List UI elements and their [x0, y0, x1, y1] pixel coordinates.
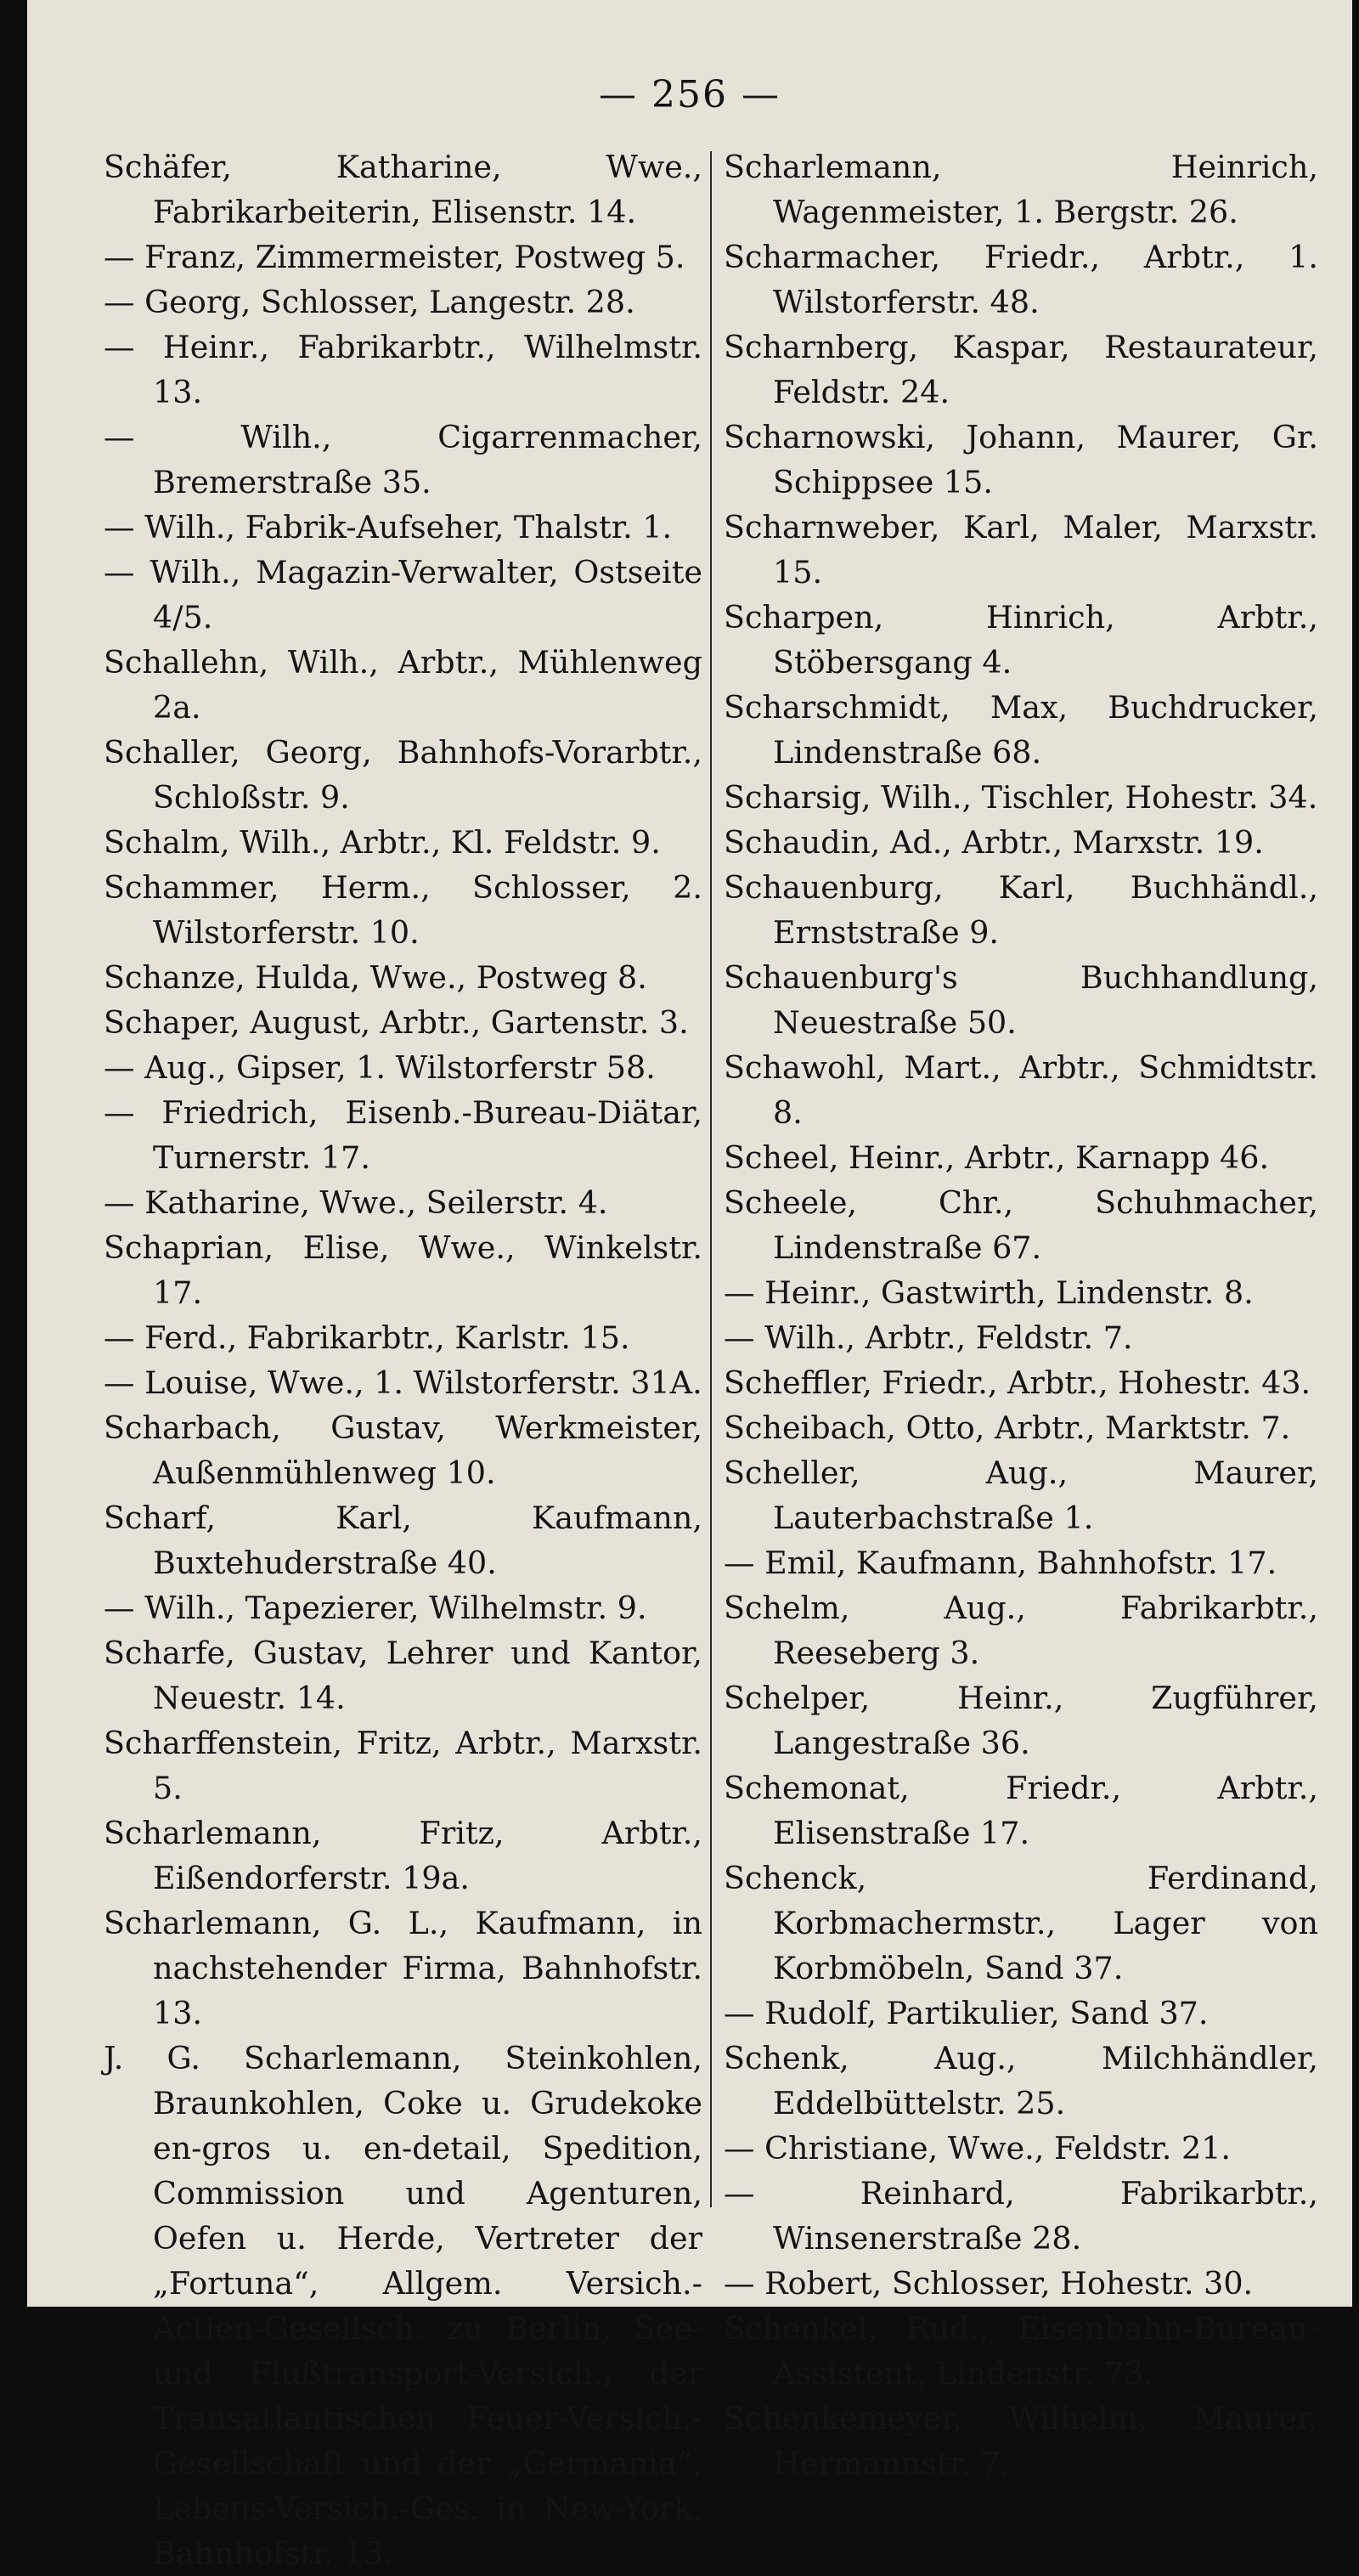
- directory-entry: Scharschmidt, Max, Buchdrucker, Lindenstraße 68.: [724, 689, 1318, 771]
- directory-entry: Scharlemann, G. L., Kaufmann, in nachstehender Firma, Bahnhofstr. 13.: [104, 1905, 702, 2031]
- left-column: [104, 144, 702, 2576]
- directory-entry: — Rudolf, Partikulier, Sand 37.: [724, 1995, 1209, 2031]
- directory-entry: Schenkel, Rud., Eisenbahn-Bureau-Assistent, Lindenstr. 73.: [724, 2310, 1318, 2392]
- directory-entry: Schanze, Hulda, Wwe., Postweg 8.: [104, 959, 647, 996]
- directory-entry: Scheibach, Otto, Arbtr., Marktstr. 7.: [724, 1409, 1291, 1446]
- directory-entry: Schaudin, Ad., Arbtr., Marxstr. 19.: [724, 824, 1264, 861]
- directory-entry: Scheel, Heinr., Arbtr., Karnapp 46.: [724, 1139, 1270, 1176]
- directory-entry: Schallehn, Wilh., Arbtr., Mühlenweg 2a.: [104, 644, 702, 726]
- directory-entry: Scharnweber, Karl, Maler, Marxstr. 15.: [724, 509, 1318, 590]
- right-column: [724, 144, 1318, 2486]
- directory-entry: Schenck, Ferdinand, Korbmachermstr., Lager von Korbmöbeln, Sand 37.: [724, 1860, 1318, 1986]
- directory-entry: Schaprian, Elise, Wwe., Winkelstr. 17.: [104, 1229, 702, 1311]
- directory-entry: — Ferd., Fabrikarbtr., Karlstr. 15.: [104, 1319, 630, 1356]
- directory-entry: — Heinr., Gastwirth, Lindenstr. 8.: [724, 1274, 1254, 1311]
- directory-entry: — Katharine, Wwe., Seilerstr. 4.: [104, 1184, 608, 1221]
- directory-entry: Scharbach, Gustav, Werkmeister, Außenmühlenweg 10.: [104, 1409, 702, 1491]
- directory-entry: Scheffler, Friedr., Arbtr., Hohestr. 43.: [724, 1364, 1311, 1401]
- directory-entry: Schaller, Georg, Bahnhofs-Vorarbtr., Schloßstr. 9.: [104, 734, 702, 816]
- directory-entry: — Wilh., Arbtr., Feldstr. 7.: [724, 1319, 1133, 1356]
- directory-entry: — Georg, Schlosser, Langestr. 28.: [104, 284, 635, 320]
- directory-entry: Scharsig, Wilh., Tischler, Hohestr. 34.: [724, 779, 1318, 816]
- directory-entry: — Heinr., Fabrikarbtr., Wilhelmstr. 13.: [104, 329, 702, 410]
- directory-entry: Scharlemann, Heinrich, Wagenmeister, 1. Bergstr. 26.: [724, 149, 1318, 230]
- directory-entry: Scheele, Chr., Schuhmacher, Lindenstraße 67.: [724, 1184, 1318, 1266]
- directory-entry: Schäfer, Katharine, Wwe., Fabrikarbeiterin, Elisenstr. 14.: [104, 149, 702, 230]
- directory-entry: Scharf, Karl, Kaufmann, Buxtehuderstraße 40.: [104, 1500, 702, 1581]
- directory-entry: — Aug., Gipser, 1. Wilstorferstr 58.: [104, 1049, 656, 1086]
- directory-entry: Schauenburg, Karl, Buchhändl., Ernststraße 9.: [724, 869, 1318, 951]
- directory-entry: Scharffenstein, Fritz, Arbtr., Marxstr. 5.: [104, 1725, 702, 1806]
- directory-entry: Schawohl, Mart., Arbtr., Schmidtstr. 8.: [724, 1049, 1318, 1131]
- directory-entry: — Wilh., Tapezierer, Wilhelmstr. 9.: [104, 1590, 647, 1626]
- directory-entry: — Wilh., Fabrik-Aufseher, Thalstr. 1.: [104, 509, 673, 545]
- directory-entry: — Louise, Wwe., 1. Wilstorferstr. 31A.: [104, 1364, 702, 1401]
- directory-entry: Scheller, Aug., Maurer, Lauterbachstraße 1.: [724, 1455, 1318, 1536]
- directory-entry: Schelm, Aug., Fabrikarbtr., Reeseberg 3.: [724, 1590, 1318, 1671]
- directory-entry: Schammer, Herm., Schlosser, 2. Wilstorferstr. 10.: [104, 869, 702, 951]
- directory-entry: Schalm, Wilh., Arbtr., Kl. Feldstr. 9.: [104, 824, 661, 861]
- directory-entry: Scharlemann, Fritz, Arbtr., Eißendorferstr. 19a.: [104, 1815, 702, 1896]
- directory-entry: — Christiane, Wwe., Feldstr. 21.: [724, 2130, 1232, 2166]
- directory-page: [27, 0, 1352, 2572]
- directory-entry: Scharpen, Hinrich, Arbtr., Stöbersgang 4.: [724, 599, 1318, 681]
- directory-entry: Schenk, Aug., Milchhändler, Eddelbüttelstr. 25.: [724, 2040, 1318, 2121]
- directory-entry: — Reinhard, Fabrikarbtr., Winsenerstraße 28.: [724, 2175, 1318, 2257]
- directory-entry: Schauenburg's Buchhandlung, Neuestraße 50.: [724, 959, 1318, 1041]
- directory-entry: — Friedrich, Eisenb.-Bureau-Diätar, Turnerstr. 17.: [104, 1094, 702, 1176]
- directory-entry: — Wilh., Cigarrenmacher, Bremerstraße 35.: [104, 419, 702, 500]
- page-number: — 256 —: [599, 73, 781, 116]
- directory-entry: Schelper, Heinr., Zugführer, Langestraße 36.: [724, 1680, 1318, 1761]
- directory-entry-advertisement: J. G. Scharlemann, Steinkohlen, Braunkohlen, Coke u. Grudekoke en-gros u. en-detail, Spedition, Commission und Agenturen, Oefen u. Herde, Vertreter der „Fortuna“, Allgem. Versich.-Actien-Gesellsch. zu Berlin, See- und Flußtransport-Versich., der Transatlantischen Feuer-Versich.-Gesellschaft und der „Germania“, Lebens-Versich.-Ges. in New-York, Bahnhofstr. 13.: [104, 2040, 702, 2572]
- directory-entry: — Wilh., Magazin-Verwalter, Ostseite 4/5.: [104, 554, 702, 636]
- column-divider: [710, 151, 712, 2207]
- directory-entry: — Robert, Schlosser, Hohestr. 30.: [724, 2265, 1254, 2302]
- directory-entry: Schemonat, Friedr., Arbtr., Elisenstraße 17.: [724, 1770, 1318, 1851]
- directory-entry: — Emil, Kaufmann, Bahnhofstr. 17.: [724, 1545, 1277, 1581]
- directory-entry: — Franz, Zimmermeister, Postweg 5.: [104, 239, 685, 275]
- directory-entry: Scharnowski, Johann, Maurer, Gr. Schippsee 15.: [724, 419, 1318, 500]
- directory-entry: Scharfe, Gustav, Lehrer und Kantor, Neuestr. 14.: [104, 1635, 702, 1716]
- directory-entry: Scharnberg, Kaspar, Restaurateur, Feldstr. 24.: [724, 329, 1318, 410]
- directory-entry: Scharmacher, Friedr., Arbtr., 1. Wilstorferstr. 48.: [724, 239, 1318, 320]
- directory-entry: Schaper, August, Arbtr., Gartenstr. 3.: [104, 1004, 689, 1041]
- directory-entry: Schenkemeyer, Wilhelm, Maurer, Hermannstr. 7.: [724, 2400, 1318, 2482]
